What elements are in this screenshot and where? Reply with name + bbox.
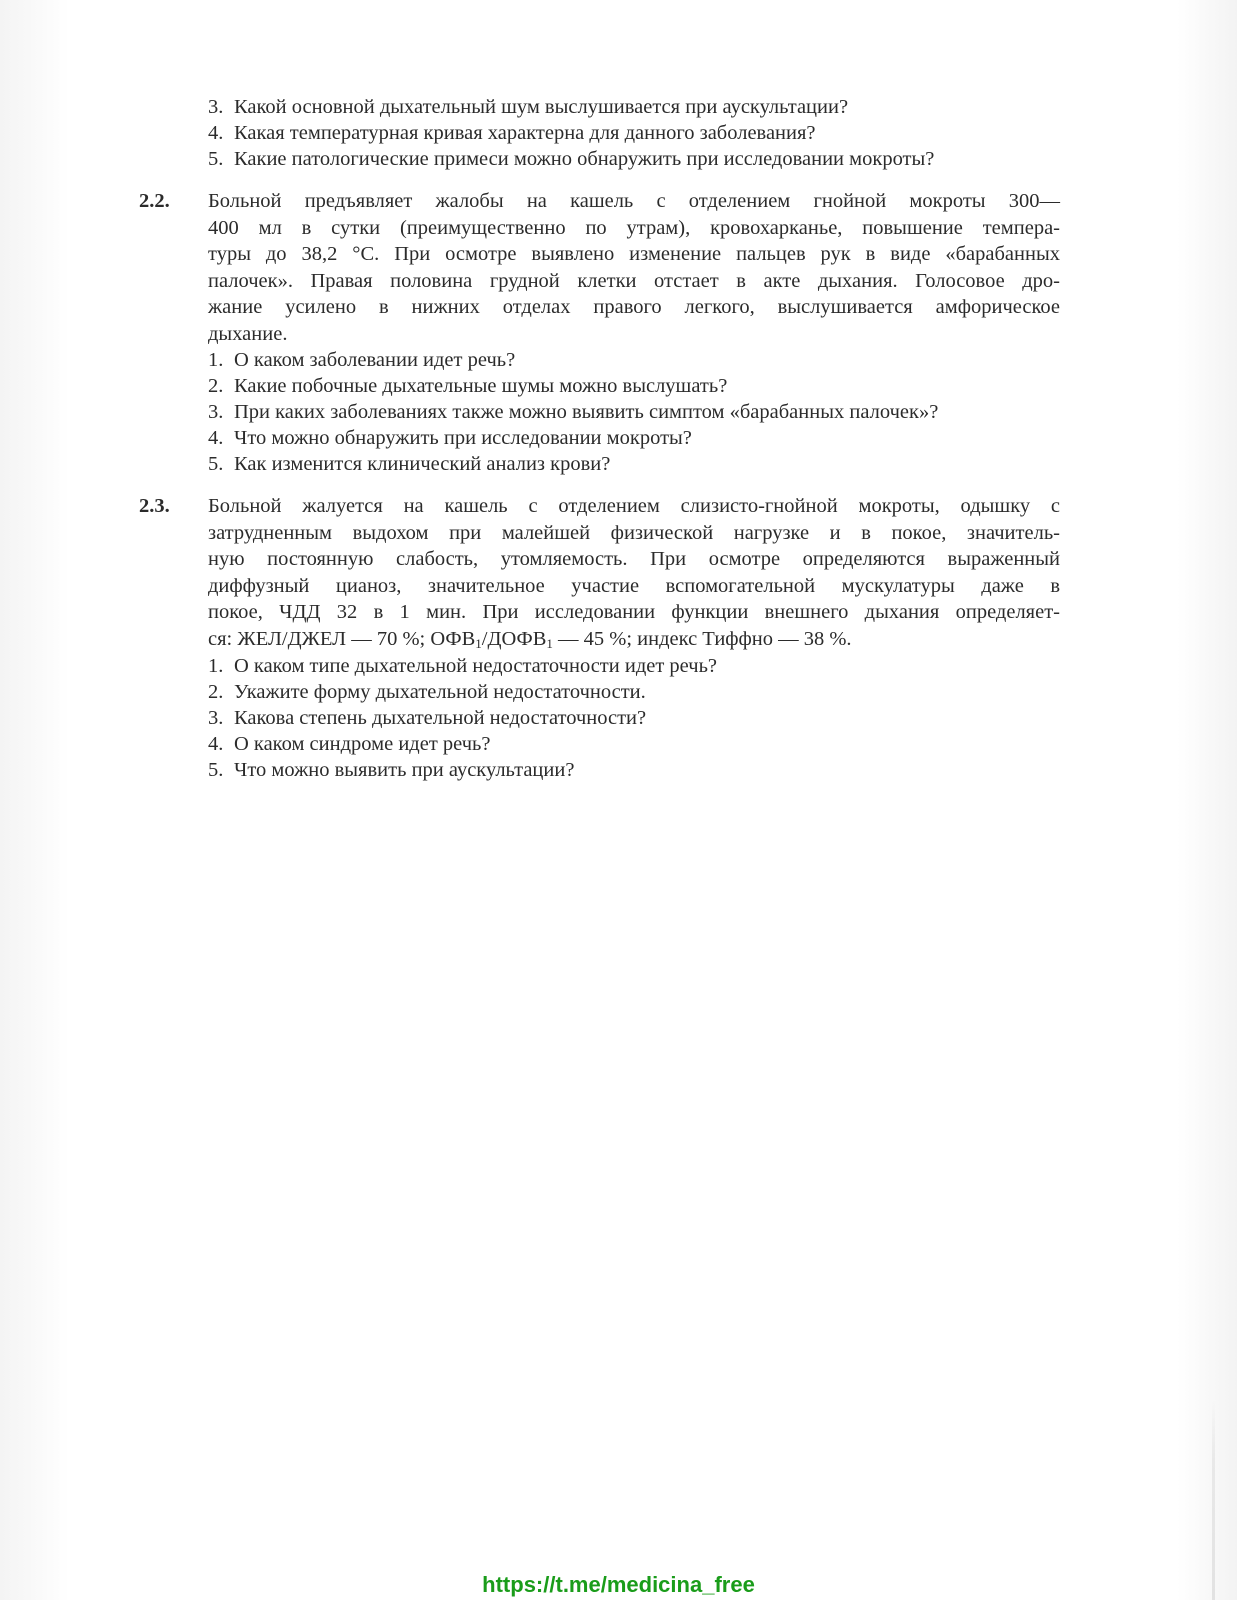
task-number-2-2: 2.2. [139, 190, 170, 212]
question-text: Какая температурная кривая характерна для данного заболевания? [234, 122, 816, 144]
question-text: Как изменится клинический анализ крови? [234, 453, 611, 475]
question-number: 4. [208, 122, 224, 144]
task-text-line: палочек». Правая половина грудной клетки отстает в акте дыхания. Голосовое дро- [208, 269, 1060, 292]
question-text: О каком синдроме идет речь? [234, 733, 491, 755]
question-item [208, 146, 934, 172]
question-number: 4. [208, 733, 224, 755]
question-number: 1. [208, 349, 224, 371]
question-item [208, 705, 646, 731]
question-item [208, 425, 692, 451]
question-number: 3. [208, 707, 224, 729]
task-text-line-with-formula [208, 626, 1060, 653]
question-item [208, 373, 727, 399]
task-text-line: покое, ЧДД 32 в 1 мин. При исследовании функции внешнего дыхания определяет- [208, 601, 1060, 623]
question-number: 2. [208, 681, 224, 703]
question-number: 5. [208, 759, 224, 781]
task-number-2-3: 2.3. [139, 495, 170, 517]
task-text-line: Больной предъявляет жалобы на кашель с отделением гнойной мокроты 300— [208, 190, 1060, 212]
question-text: Какова степень дыхательной недостаточности? [234, 707, 647, 729]
question-text: Какие патологические примеси можно обнаружить при исследовании мокроты? [234, 148, 935, 170]
task-text-line: дыхание. [208, 322, 288, 345]
formula-middle: /ДОФВ [481, 627, 547, 650]
task-text-line: Больной жалуется на кашель с отделением слизисто-гнойной мокроты, одышку с [208, 495, 1060, 517]
question-text: О каком типе дыхательной недостаточности идет речь? [234, 655, 718, 677]
question-number: 1. [208, 655, 224, 677]
question-item [208, 653, 717, 679]
question-text: Какой основной дыхательный шум выслушивается при аускультации? [234, 96, 849, 118]
question-text: Какие побочные дыхательные шумы можно выслушать? [234, 375, 728, 397]
question-text: При каких заболеваниях также можно выявить симптом «барабанных палочек»? [234, 401, 939, 423]
question-number: 5. [208, 453, 224, 475]
task-text-line: затрудненным выдохом при малейшей физической нагрузке и в покое, значитель- [208, 521, 1060, 544]
task-2-3-text [208, 493, 1060, 652]
task-text-line: жание усилено в нижних отделах правого легкого, выслушивается амфорическое [208, 296, 1060, 318]
task-text-line: туры до 38,2 °С. При осмотре выявлено изменение пальцев рук в виде «барабанных [208, 243, 1060, 265]
question-text: Что можно обнаружить при исследовании мокроты? [234, 427, 692, 449]
question-number: 3. [208, 96, 224, 118]
formula-prefix: ся: ЖЕЛ/ДЖЕЛ — 70 %; ОФВ [208, 627, 476, 650]
question-number: 2. [208, 375, 224, 397]
question-item [208, 731, 491, 757]
question-item [208, 451, 610, 477]
task-text-line: 400 мл в сутки (преимущественно по утрам), кровохарканье, повышение темпера- [208, 216, 1060, 239]
telegram-link[interactable]: https://t.me/medicina_free [482, 1572, 755, 1597]
question-item [208, 679, 646, 705]
question-item [208, 120, 816, 146]
task-2-2-text [208, 188, 1060, 347]
question-item [208, 347, 515, 373]
question-number: 4. [208, 427, 224, 449]
question-text: Укажите форму дыхательной недостаточности. [234, 681, 646, 703]
task-text-line: ную постоянную слабость, утомляемость. При осмотре определяются выраженный [208, 548, 1060, 570]
task-text-line: диффузный цианоз, значительное участие вспомогательной мускулатуры даже в [208, 574, 1060, 597]
question-item [208, 399, 938, 425]
question-number: 5. [208, 148, 224, 170]
question-text: Что можно выявить при аускультации? [234, 759, 575, 781]
formula-subscript: 1 [546, 635, 553, 651]
question-item [208, 94, 848, 120]
question-number: 3. [208, 401, 224, 423]
formula-subscript: 1 [475, 635, 482, 651]
question-item [208, 757, 574, 783]
question-text: О каком заболевании идет речь? [234, 349, 516, 371]
formula-suffix: — 45 %; индекс Тиффно — 38 %. [552, 627, 852, 650]
